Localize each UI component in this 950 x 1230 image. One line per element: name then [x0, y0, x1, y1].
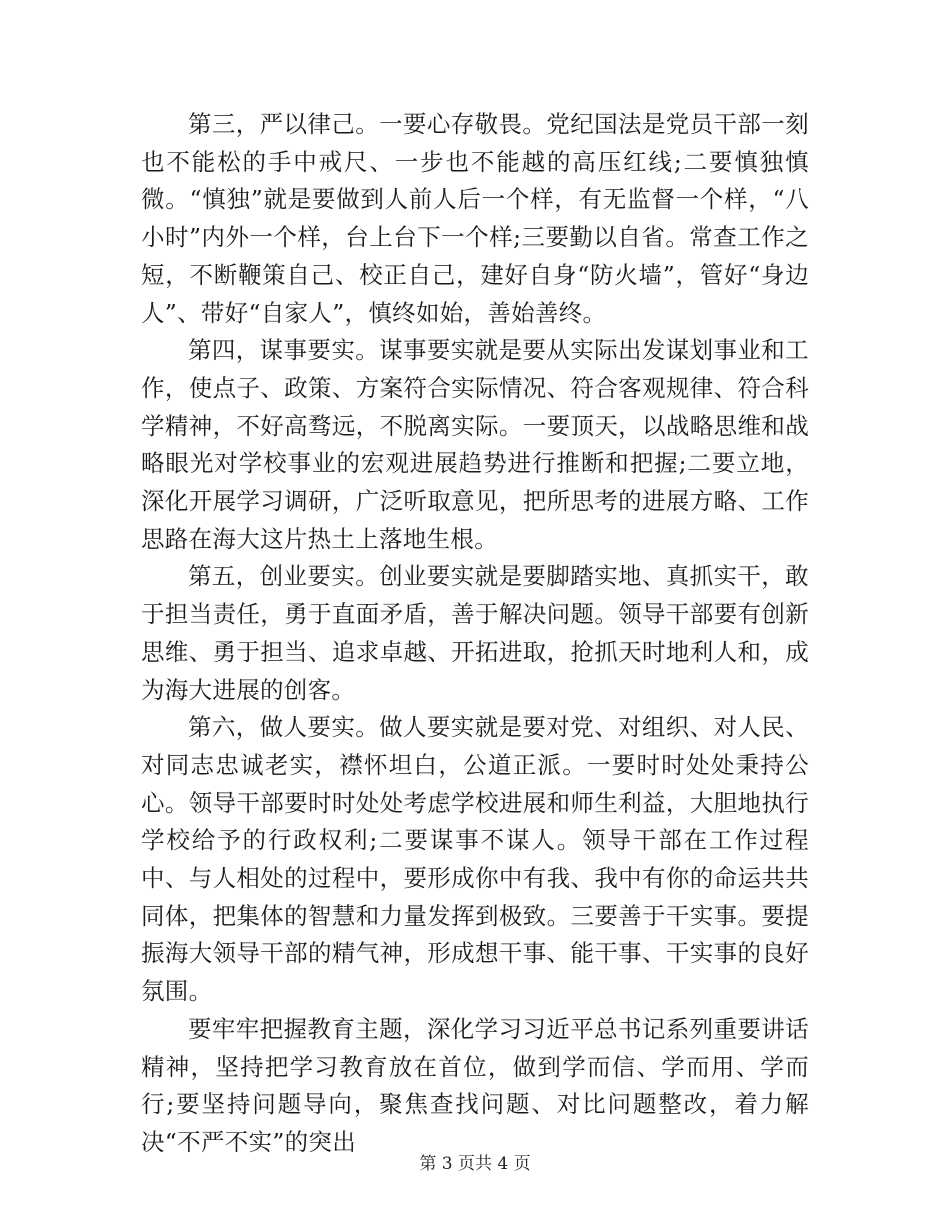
paragraph-3: 第五，创业要实。创业要实就是要脚踏实地、真抓实干，敢于担当责任，勇于直面矛盾，善于解决问题。领导干部要有创新思维、勇于担当、追求卓越、开拓进取，抢抓天时地利人和，成为海大进展的创客。	[141, 562, 809, 704]
paragraph-1: 第三，严以律己。一要心存敬畏。党纪国法是党员干部一刻也不能松的手中戒尺、一步也不能越的高压红线;二要慎独慎微。“慎独”就是要做到人前人后一个样，有无监督一个样，“八小时”内外一个样，台上台下一个样;三要勤以自省。常查工作之短，不断鞭策自己、校正自己，建好自身“防火墙”，管好“身边人”、带好“自家人”，慎终如始，善始善终。	[141, 110, 809, 327]
page-number-footer: 第 3 页共 4 页	[419, 1154, 531, 1174]
document-body	[141, 106, 809, 1162]
paragraph-5: 要牢牢把握教育主题，深化学习习近平总书记系列重要讲话精神，坚持把学习教育放在首位，做到学而信、学而用、学而行;要坚持问题导向，聚焦查找问题、对比问题整改，着力解决“不严不实”的突出	[141, 1014, 809, 1156]
paragraph-4: 第六，做人要实。做人要实就是要对党、对组织、对人民、对同志忠诚老实，襟怀坦白，公道正派。一要时时处处秉持公心。领导干部要时时处处考虑学校进展和师生利益，大胆地执行学校给予的行政权利;二要谋事不谋人。领导干部在工作过程中、与人相处的过程中，要形成你中有我、我中有你的命运共共同体，把集体的智慧和力量发挥到极致。三要善于干实事。要提振海大领导干部的精气神，形成想干事、能干事、干实事的良好氛围。	[141, 713, 809, 1006]
paragraph-2: 第四，谋事要实。谋事要实就是要从实际出发谋划事业和工作，使点子、政策、方案符合实际情况、符合客观规律、符合科学精神，不好高骛远，不脱离实际。一要顶天，以战略思维和战略眼光对学校事业的宏观进展趋势进行推断和把握;二要立地，深化开展学习调研，广泛听取意见，把所思考的进展方略、工作思路在海大这片热土上落地生根。	[141, 336, 809, 553]
